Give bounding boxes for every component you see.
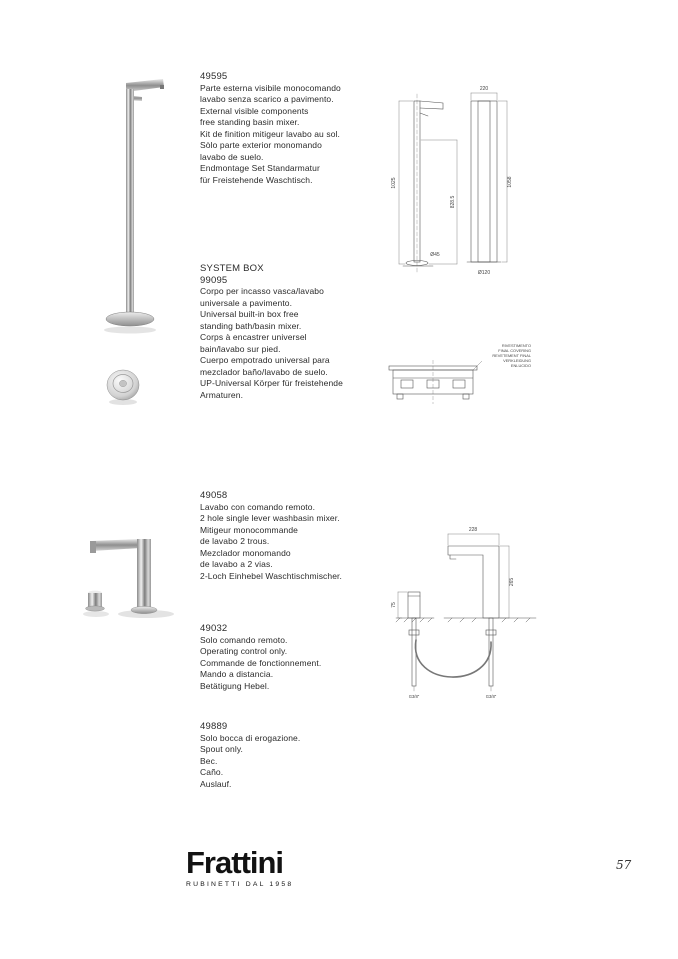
product-code: 99095 [200,274,228,286]
floor-mixer-shadow [104,327,156,334]
product-description: Corpo per incasso vasca/lavabo universale a pavimento. Universal built-in box free standing bath/basin mixer. Corps à encastrer universel bain/lavabo sur pied. Cuerpo empotrado universal para mezclador baño/lavabo de suelo. UP-Universal Körper für freistehende Armaturen. [200,286,343,400]
system-box-heading: SYSTEM BOX [200,263,264,274]
dim-height-body: 828.5 [450,195,456,209]
two-hole-mixer-photo [76,530,182,632]
product-description: Solo bocca di erogazione. Spout only. Bec. Caño. Auslauf. [200,732,301,789]
covering-note-line: REVETEMENT FINAL [492,353,531,358]
floor-mixer-column [126,89,134,317]
dim-control-height: 75 [391,602,397,608]
deck-line [396,618,536,622]
product-block-49058 [200,490,378,582]
floor-mixer-elevation-front [403,94,443,272]
dim-dia-column: Ø45 [430,252,440,258]
dim-dia-base: Ø120 [477,270,491,276]
basin-mixer-drawing [388,518,543,713]
product-block-99095 [200,263,378,401]
flexible-hose [415,640,491,677]
floor-mixer-photo [100,70,168,338]
covering-note-line: VERKLEIDUNG [503,358,531,363]
product-code: 49032 [200,623,228,634]
knob-center [119,380,126,386]
dim-reach: 228 [468,527,478,533]
page-number: 57 [616,858,632,872]
product-block-49595 [200,71,378,186]
system-box-drawing [383,340,535,418]
dim-height-box: 1058 [507,176,513,188]
spout-elevation [448,546,499,686]
control-shadow [83,611,109,617]
floor-mixer-elevation-side [467,101,501,262]
covering-note-line: FINAL COVERING [498,348,531,353]
deck-control [86,591,105,612]
product-code: 49058 [200,490,228,501]
covering-note-line: ENLUCIDO [510,363,531,368]
dim-reach: 220 [479,86,489,92]
product-block-49032 [200,623,378,692]
dimension-lines [398,534,509,691]
thread-label-left: G3/8" [408,694,420,699]
brand-name: Frattini [186,845,284,880]
remote-control-elevation [408,592,420,686]
brand-tagline: RUBINETTI DAL 1958 [186,881,294,888]
product-description: Parte esterna visibile monocomando lavabo senza scarico a pavimento. External visible components free standing basin mixer. Kit de finition mitigeur lavabo au sol. Sòlo parte exterior monomando lavabo de suelo. Endmontage Set Standarmatur für Freistehende Waschtisch. [200,82,341,185]
dimension-lines [399,93,507,264]
floor-mixer-drawing [383,80,528,292]
system-box-body [389,360,482,404]
thread-label-right: G3/8" [485,694,497,699]
remote-control-photo [103,366,143,408]
dim-height: 265 [509,577,515,587]
product-code: 49595 [200,71,228,82]
dim-height-total: 1025 [391,177,397,189]
floor-mixer-base [106,312,154,326]
product-description: Lavabo con comando remoto. 2 hole single lever washbasin mixer. Mitigeur monocommande de lavabo 2 trous. Mezclador monomando de lavabo a 2 vias. 2-Loch Einhebel Waschtischmischer. [200,501,342,581]
covering-note-line: RIVESTIMENTO [501,343,531,348]
product-block-49889 [200,721,378,790]
product-code: 49889 [200,721,228,732]
brand-logo [186,847,293,888]
product-description: Solo comando remoto. Operating control only. Commande de fonctionnement. Mando a distancia. Betätigung Hebel. [200,634,322,691]
